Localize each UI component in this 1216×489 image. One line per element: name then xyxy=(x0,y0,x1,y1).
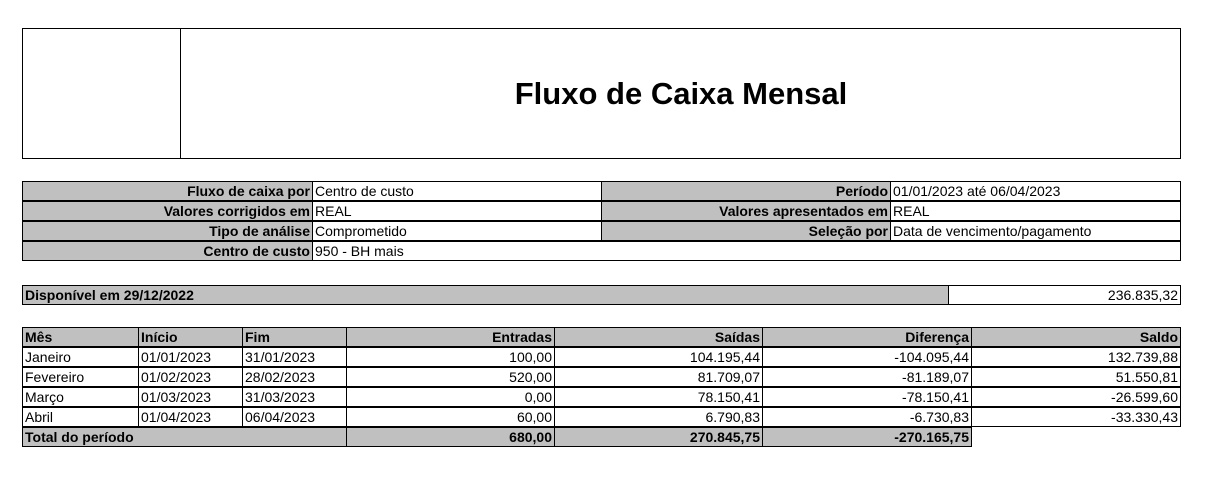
header-inicio: Início xyxy=(138,327,243,347)
apresentados-value: REAL xyxy=(890,201,1181,221)
periodo-value: 01/01/2023 até 06/04/2023 xyxy=(890,181,1181,201)
periodo-label: Período xyxy=(601,181,891,201)
total-label: Total do período xyxy=(22,427,347,447)
table-cell: Abril xyxy=(22,407,139,427)
header-diferenca: Diferença xyxy=(762,327,972,347)
table-cell: -104.095,44 xyxy=(762,347,972,367)
disponivel-value: 236.835,32 xyxy=(948,285,1181,305)
table-cell: 78.150,41 xyxy=(554,387,763,407)
tipo-value: Comprometido xyxy=(312,221,602,241)
table-cell: 01/03/2023 xyxy=(138,387,243,407)
selecao-label: Seleção por xyxy=(601,221,891,241)
table-cell: -6.730,83 xyxy=(762,407,972,427)
table-cell: 6.790,83 xyxy=(554,407,763,427)
header-saldo: Saldo xyxy=(971,327,1181,347)
table-cell: -81.189,07 xyxy=(762,367,972,387)
table-cell: Fevereiro xyxy=(22,367,139,387)
table-cell: 60,00 xyxy=(346,407,555,427)
table-cell: 104.195,44 xyxy=(554,347,763,367)
selecao-value: Data de vencimento/pagamento xyxy=(890,221,1181,241)
fluxo-label: Fluxo de caixa por xyxy=(22,181,313,201)
total-diferenca: -270.165,75 xyxy=(762,427,972,447)
table-cell: 520,00 xyxy=(346,367,555,387)
logo-placeholder xyxy=(22,28,181,159)
tipo-label: Tipo de análise xyxy=(22,221,313,241)
centro-label: Centro de custo xyxy=(22,241,313,261)
table-cell: 51.550,81 xyxy=(971,367,1181,387)
table-cell: -33.330,43 xyxy=(971,407,1181,427)
table-cell: Janeiro xyxy=(22,347,139,367)
table-cell: Março xyxy=(22,387,139,407)
table-cell: 100,00 xyxy=(346,347,555,367)
table-cell: 0,00 xyxy=(346,387,555,407)
table-cell: -26.599,60 xyxy=(971,387,1181,407)
total-saidas: 270.845,75 xyxy=(554,427,763,447)
table-cell: 81.709,07 xyxy=(554,367,763,387)
header-fim: Fim xyxy=(242,327,347,347)
table-cell: 06/04/2023 xyxy=(242,407,347,427)
header-entradas: Entradas xyxy=(346,327,555,347)
table-cell: 01/04/2023 xyxy=(138,407,243,427)
table-cell: -78.150,41 xyxy=(762,387,972,407)
header-saidas: Saídas xyxy=(554,327,763,347)
fluxo-value: Centro de custo xyxy=(312,181,602,201)
table-cell: 01/01/2023 xyxy=(138,347,243,367)
header-mes: Mês xyxy=(22,327,139,347)
corrigidos-value: REAL xyxy=(312,201,602,221)
total-entradas: 680,00 xyxy=(346,427,555,447)
table-cell: 31/01/2023 xyxy=(242,347,347,367)
table-cell: 31/03/2023 xyxy=(242,387,347,407)
corrigidos-label: Valores corrigidos em xyxy=(22,201,313,221)
centro-value: 950 - BH mais xyxy=(312,241,1181,261)
table-cell: 28/02/2023 xyxy=(242,367,347,387)
page-title: Fluxo de Caixa Mensal xyxy=(514,75,848,111)
disponivel-label: Disponível em 29/12/2022 xyxy=(22,285,949,305)
table-cell: 132.739,88 xyxy=(971,347,1181,367)
table-cell: 01/02/2023 xyxy=(138,367,243,387)
apresentados-label: Valores apresentados em xyxy=(601,201,891,221)
